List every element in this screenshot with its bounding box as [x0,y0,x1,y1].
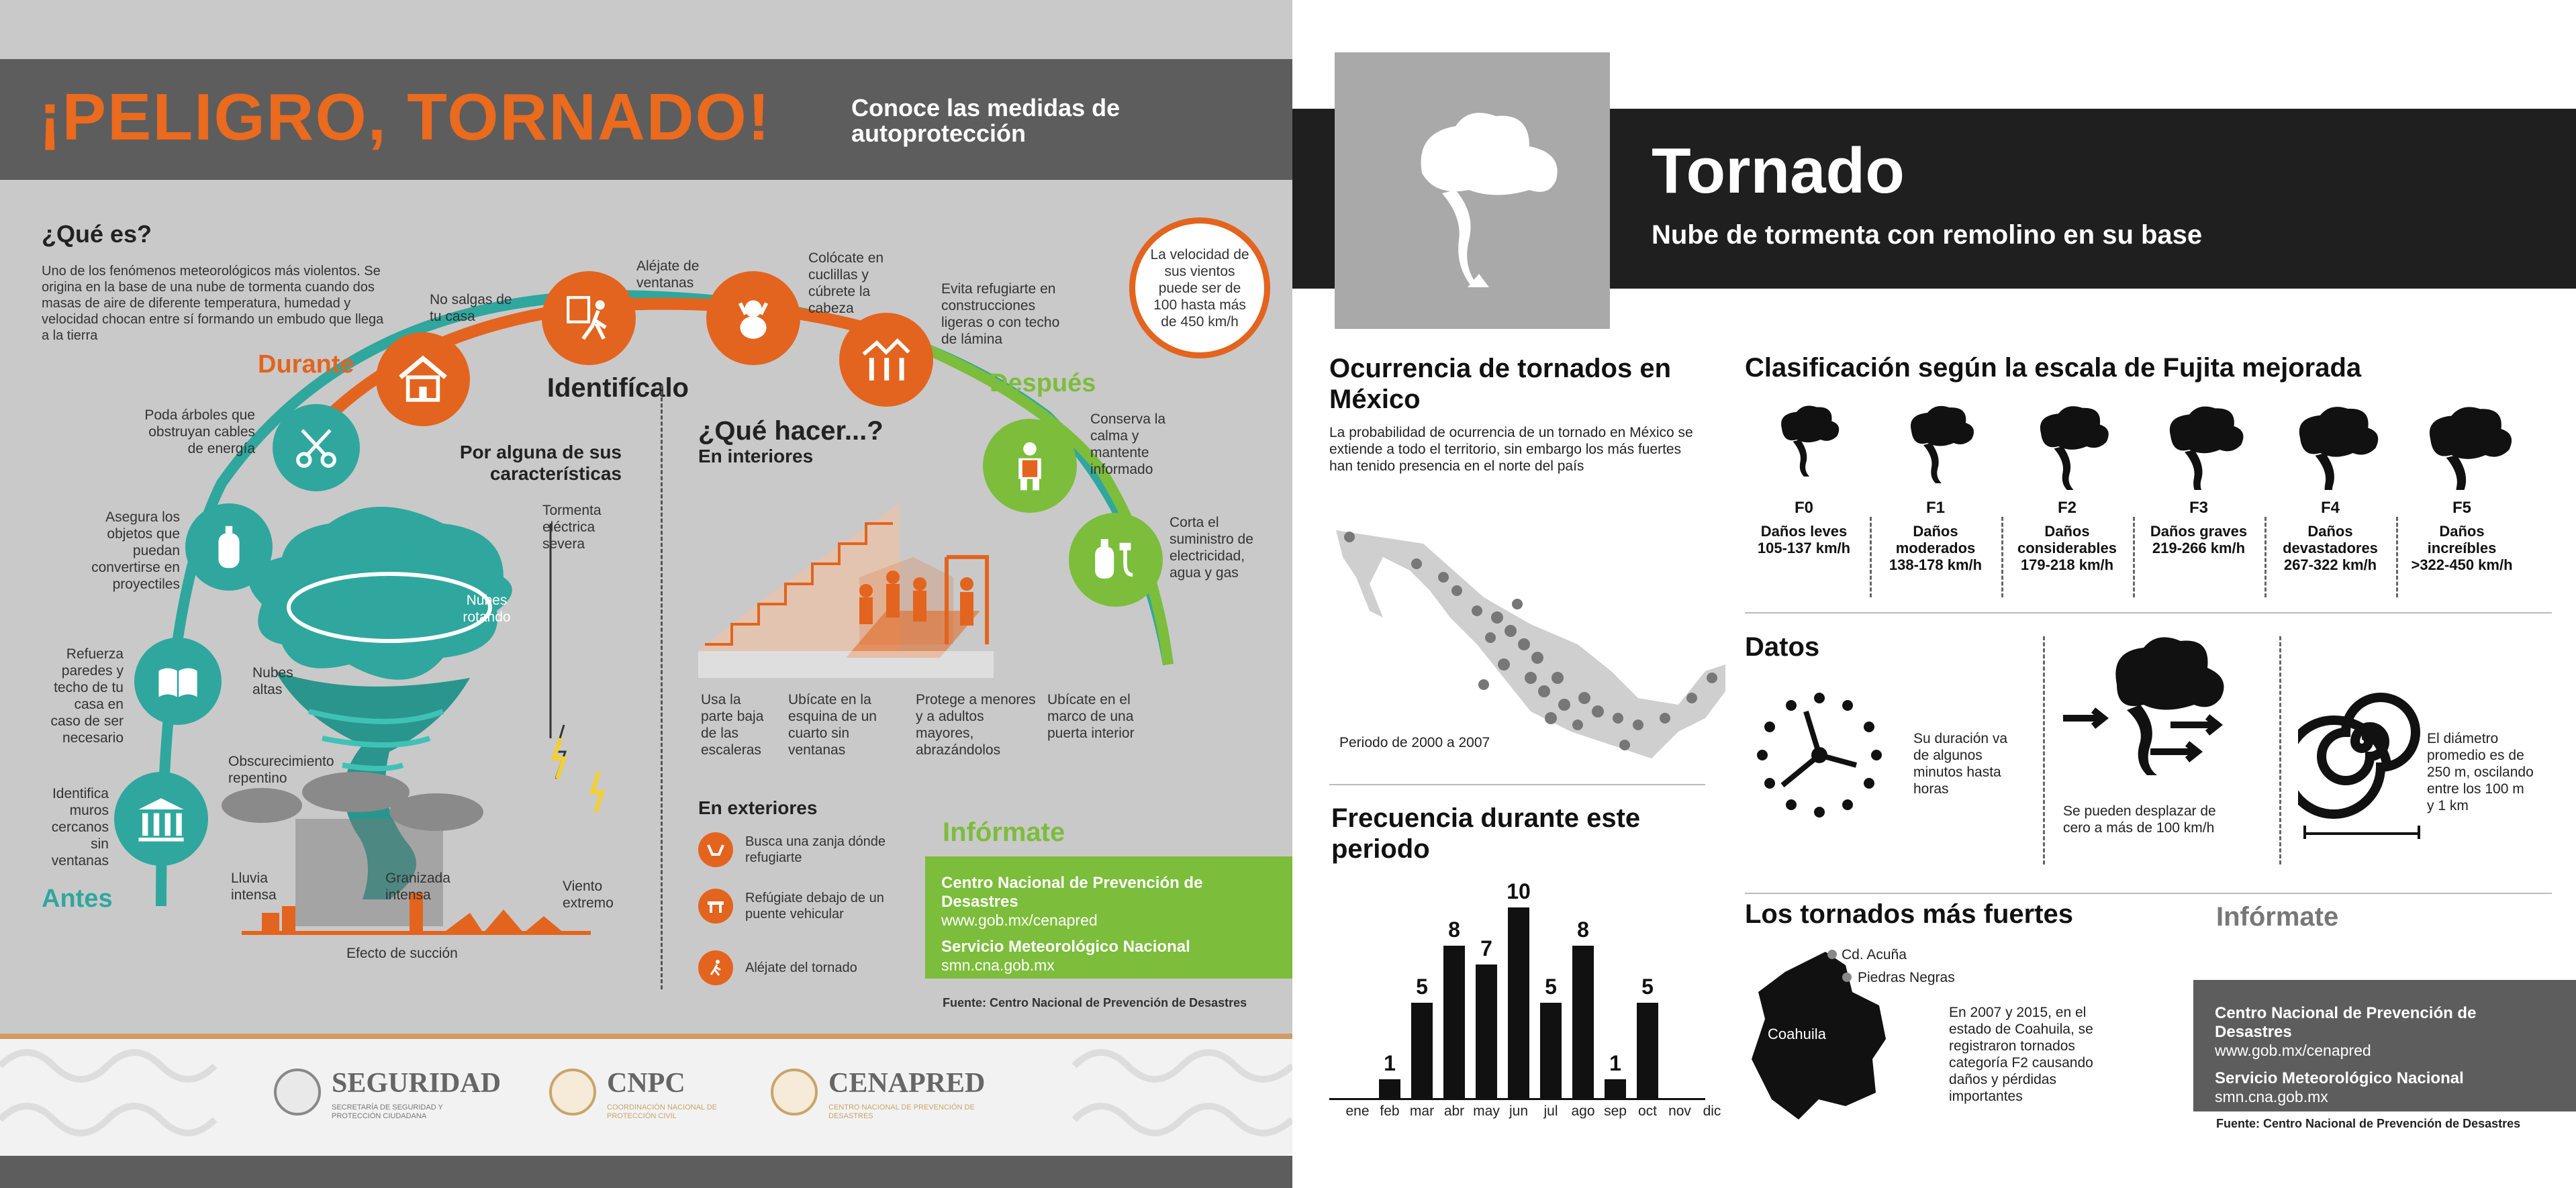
ocurrencia-text: La probabilidad de ocurrencia de un tornado en México se extiende a todo el territorio, sin embargo los más fuertes han tenido presencia en el norte del país [1329,425,1693,474]
chart-bar-value: 8 [1448,917,1460,942]
clock-icon [1756,691,1883,819]
interior-item-4: Ubícate en el marco de una puerta interior [1047,692,1135,741]
antes-item-3: Asegura los objetos que puedan convertirse en proyectiles [91,509,180,592]
fujita-code: F2 [2057,499,2077,517]
chart-month-label: may [1473,1103,1500,1119]
fujita-level-f4 [2277,396,2384,573]
chart-bar [1572,946,1594,1098]
durante-item-1: No salgas de tu casa [430,292,512,324]
fujita-desc: Daños graves [2150,523,2248,540]
tornado-move-icon [2063,631,2238,779]
right-panel [1292,0,2576,1188]
place-piedras-negras: Piedras Negras [1858,970,1955,985]
cnpc-seal [549,1069,596,1116]
fujita-level-f3 [2145,396,2252,556]
frecuencia-chart [1329,870,1721,1119]
chart-bar-value: 5 [1545,975,1557,999]
state-coahuila: Coahuila [1768,1026,1826,1042]
phase-durante: Durante [258,350,354,379]
fujita-divider [2133,517,2135,597]
fujita-range: 267-322 km/h [2283,556,2377,573]
fuertes-text: En 2007 y 2015, en el estado de Coahuila, se registraron tornados categoría F2 causando daños y pérdidas importantes [1949,1005,2093,1104]
chart-bar [1411,1003,1433,1098]
fujita-code: F1 [1925,499,1945,517]
chart-bar-value: 1 [1384,1050,1396,1075]
fujita-code: F0 [1794,499,1813,517]
sep-right-2 [1745,893,2552,894]
despues-item-2: Corta el suministro de electricidad, agua y gas [1170,515,1253,581]
cnpc-label: CNPC [607,1068,685,1099]
identificalo-heading: Identifícalo [546,373,689,403]
exterior-item-3: Aléjate del tornado [745,960,857,975]
fujita-level-f5 [2408,396,2516,573]
org1-right: Centro Nacional de Prevención de Desastres [2215,1004,2477,1041]
id-label-granizada: Granizada intensa [385,871,450,903]
fujita-level-f0 [1750,396,1858,556]
chart-bar [1637,1003,1658,1098]
chart-month-label: feb [1380,1103,1400,1119]
cenapred-sub: CENTRO NACIONAL DE PREVENCIÓN DE DESASTRES [828,1103,975,1120]
spiral-diameter-icon [2298,678,2426,839]
exterior-row-3 [698,950,893,985]
seguridad-label: SEGURIDAD [332,1068,502,1099]
divider [661,385,663,989]
wind-speed-badge [1129,217,1270,358]
periodo-label: Periodo de 2000 a 2007 [1339,735,1490,750]
chart-bar [1476,964,1497,1098]
chart-month-label: abr [1443,1103,1465,1119]
chart-bar [1508,907,1529,1098]
scissors-icon [273,404,360,491]
fujita-tornado-icon [2408,396,2516,490]
fujita-code: F5 [2452,499,2471,517]
sep-left [1329,784,1705,785]
exterior-row-2 [698,889,906,924]
antes-item-1: Identifica muros cercanos sin ventanas [51,786,109,869]
mexico-map [1329,517,1732,758]
fujita-desc: Daños leves [1760,523,1848,540]
datos-divider-2 [2279,636,2281,864]
tornado-hero-box [1335,52,1610,329]
datos-heading: Datos [1745,632,1820,662]
chart-bar [1540,1003,1562,1098]
chart-month-label: jul [1543,1103,1558,1119]
fujita-divider [2396,517,2398,597]
chart-bar [1379,1079,1400,1098]
exterior-item-1: Busca una zanja dónde refugiarte [745,834,886,865]
datos-divider-1 [2043,636,2045,864]
exterior-row-1 [698,832,893,867]
right-title: Tornado [1652,135,1905,207]
fujita-tornado-icon [2145,396,2252,490]
chart-bar [1443,946,1465,1098]
id-label-nubes-rotando: Nubes rotando [463,593,511,625]
org2-right: Servicio Meteorológico Nacional [2215,1069,2464,1087]
id-label-succion: Efecto de succión [346,946,458,961]
chart-bar-value: 8 [1577,917,1589,942]
chart-bar-value: 5 [1416,975,1428,999]
durante-item-3: Colócate en cuclillas y cúbrete la cabeza [808,250,884,316]
fujita-code: F4 [2320,499,2340,517]
fuertes-heading: Los tornados más fuertes [1745,899,2074,929]
despues-item-1: Conserva la calma y mantente informado [1090,411,1166,477]
chart-month-label: oct [1637,1103,1657,1119]
wind-speed-text: La velocidad de sus vientos puede ser de 100 hasta más de 450 km/h [1150,246,1249,330]
bridge-icon [698,889,733,924]
informate-heading-left: Infórmate [943,818,1065,847]
que-hacer-heading: ¿Qué hacer...? [698,416,884,446]
chart-bar-value: 1 [1609,1050,1621,1075]
exteriores-heading: En exteriores [698,797,818,818]
seguridad-sub: SECRETARÍA DE SEGURIDAD Y PROTECCIÓN CIUDADANA [332,1103,443,1120]
chart-month-label: ago [1571,1103,1595,1119]
chart-month-label: nov [1668,1103,1691,1119]
url1-right[interactable]: www.gob.mx/cenapred [2215,1042,2371,1059]
fujita-tornado-icon [1750,396,1858,490]
id-label-lluvia: Lluvia intensa [231,871,277,903]
informate-box-left [925,856,1292,979]
fujita-range: >322-450 km/h [2411,556,2513,573]
chart-bar-value: 5 [1641,975,1654,999]
fujita-desc: Daños increíbles [2427,523,2497,556]
fujita-tornado-icon [2277,396,2384,490]
chart-month-label: jun [1509,1103,1529,1119]
fujita-code: F3 [2189,499,2208,517]
duracion-text: Su duración va de algunos minutos hasta horas [1913,731,2008,797]
fujita-range: 179-218 km/h [2020,556,2114,573]
ditch-icon [698,832,733,867]
id-label-tormenta: Tormenta eléctrica severa [542,503,602,552]
footer-band [0,1034,1292,1156]
antes-item-2: Refuerza paredes y techo de tu casa en caso de ser necesario [50,646,124,746]
fuente-right: Fuente: Centro Nacional de Prevención de Desastres [2216,1117,2521,1130]
id-label-nubes-altas: Nubes altas [252,665,293,697]
fujita-desc: Daños considerables [2017,523,2117,556]
fujita-desc: Daños devastadores [2283,523,2378,556]
url1-left[interactable]: www.gob.mx/cenapred [941,911,1098,929]
fujita-scale [1745,0,2564,604]
cenapred-seal [771,1069,818,1116]
id-label-obscurecimiento: Obscurecimiento repentino [228,754,334,786]
informate-box-right [2193,980,2576,1111]
chart-bar-value: 7 [1480,936,1492,961]
fujita-tornado-icon [1882,396,1989,490]
org1-left: Centro Nacional de Prevención de Desastres [941,874,1203,911]
house-icon [376,332,470,426]
que-hacer-sub: En interiores [698,446,814,466]
interior-illustration [698,477,1168,685]
sep-right-1 [1745,612,2552,613]
cenapred-label: CENAPRED [828,1068,986,1099]
desplazar-text: Se pueden desplazar de cero a más de 100 km/h [2063,803,2216,836]
url2-left[interactable]: smn.cna.gob.mx [941,956,1055,974]
fujita-tornado-icon [2013,396,2121,490]
fujita-divider [2001,517,2003,597]
fuente-left: Fuente: Centro Nacional de Prevención de Desastres [943,996,1247,1009]
cnpc-sub: COORDINACIÓN NACIONAL DE PROTECCIÓN CIVIL [607,1103,718,1120]
shed-icon [839,313,933,407]
ocurrencia-heading: Ocurrencia de tornados en México [1329,354,1672,414]
durante-item-4: Evita refugiarte en construcciones ligeras o con techo de lámina [941,281,1060,347]
org2-left: Servicio Meteorológico Nacional [941,938,1190,956]
fujita-range: 219-266 km/h [2152,540,2246,556]
run-away-icon [698,950,733,985]
fujita-range: 105-137 km/h [1757,540,1851,556]
right-subtitle: Nube de tormenta con remolino en su base [1652,220,2203,250]
fujita-level-f2 [2013,396,2121,573]
exterior-item-2: Refúgiate debajo de un puente vehicular [745,891,884,922]
url2-right[interactable]: smn.cna.gob.mx [2215,1088,2328,1105]
interior-item-3: Protege a menores y a adultos mayores, abrazándolos [916,692,1036,758]
diametro-text: El diámetro promedio es de 250 m, oscilando entre los 100 m y 1 km [2427,731,2534,813]
fujita-range: 138-178 km/h [1889,556,1983,573]
interior-item-1: Usa la parte baja de las escaleras [701,692,764,758]
crouch-icon [706,271,800,365]
que-es-heading: ¿Qué es? [42,220,152,248]
main-title: ¡PELIGRO, TORNADO! [39,80,771,154]
interior-item-2: Ubícate en la esquina de un cuarto sin ventanas [788,692,877,758]
durante-item-2: Aléjate de ventanas [636,258,700,291]
phase-antes: Antes [42,885,113,913]
antes-item-4: Poda árboles que obstruyan cables de energía [144,407,255,456]
chart-month-label: dic [1703,1103,1721,1119]
chart-month-label: sep [1604,1103,1627,1119]
chart-month-label: ene [1345,1103,1370,1119]
chart-bar-value: 10 [1507,879,1531,903]
place-acuna: Cd. Acuña [1842,947,1907,962]
informate-heading-right: Infórmate [2216,902,2339,932]
chart-bar [1605,1079,1626,1098]
window-run-icon [542,271,636,365]
fujita-level-f1 [1882,396,1989,573]
phase-despues: Después [990,369,1096,397]
id-label-viento: Viento extremo [563,879,614,911]
identificalo-sub: Por alguna de sus características [459,442,622,484]
fujita-divider [2264,517,2267,597]
main-subtitle: Conoce las medidas de autoprotección [851,94,1120,147]
fujita-divider [1870,517,1872,597]
fujita-desc: Daños moderados [1895,523,1976,556]
seguridad-seal [274,1069,321,1116]
left-bottom-bar [0,1156,1292,1188]
chart-month-label: mar [1409,1103,1435,1119]
que-es-text: Uno de los fenómenos meteorológicos más violentos. Se origina en la base de una nube de tormenta cuando dos masas de aire de diferente temperatura, humedad y velocidad chocan entre sí formando un embudo que llega a la tierra [42,264,384,343]
fujita-heading: Clasificación según la escala de Fujita mejorada [1745,353,2362,383]
frecuencia-heading: Frecuencia durante este periodo [1331,803,1641,864]
chart-x-axis [1329,1098,1705,1100]
tornado-hero-icon [1335,52,1610,329]
